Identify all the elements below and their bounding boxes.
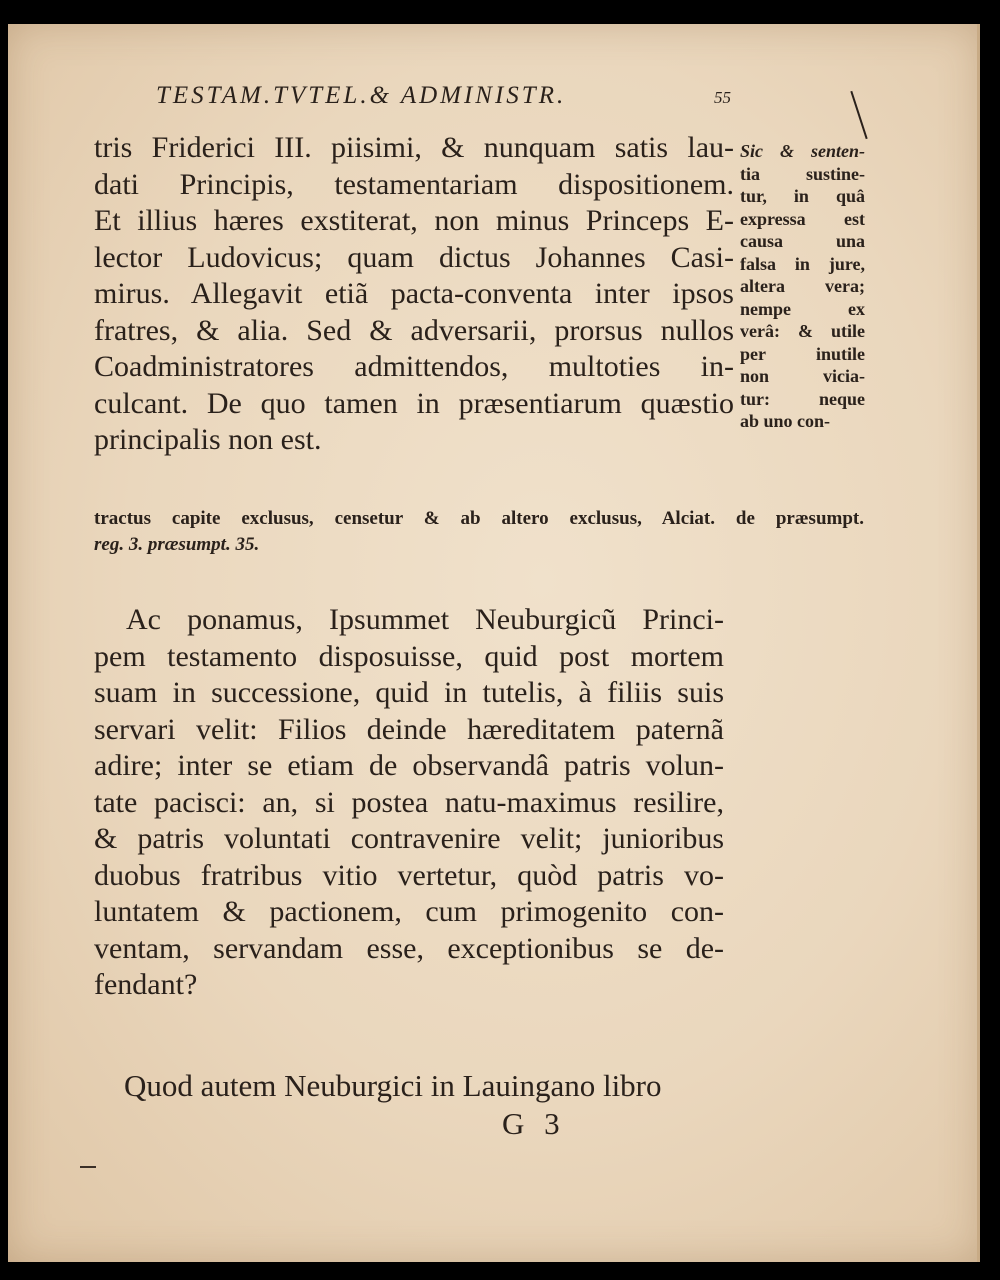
note-line: causa una — [740, 231, 865, 251]
running-header — [156, 82, 756, 110]
text-line: duobus fratribus vitio vertetur, quòd patris vo- — [94, 858, 724, 892]
note-line: verâ: & utile — [740, 321, 865, 341]
second-paragraph — [94, 602, 724, 1004]
margin-stroke — [850, 91, 867, 139]
note-line: falsa in jure, — [740, 253, 865, 274]
text-line: ventam, servandam esse, exceptionibus se de- — [94, 931, 724, 965]
text-line: tate pacisci: an, si postea natu-maximus resilire, — [94, 785, 724, 819]
page-number: 55 — [714, 88, 731, 107]
note-line: tractus capite exclusus, censetur & ab altero exclusus, Alciat. de præsumpt. — [94, 508, 864, 529]
note-line: Sic & senten- — [740, 141, 865, 161]
note-line: non vicia- — [740, 366, 865, 386]
text-line: fratres, & alia. Sed & adversarii, prorsus nullos — [94, 313, 734, 347]
note-line: nempe ex — [740, 298, 865, 319]
text-line: Et illius hæres exstiterat, non minus Princeps E- — [94, 204, 734, 237]
citation-line: reg. 3. præsumpt. 35. — [94, 534, 260, 555]
note-line: expressa est — [740, 208, 865, 229]
note-line: altera vera; — [740, 276, 865, 296]
signature-mark: G 3 — [502, 1106, 566, 1141]
note-line: tur, in quâ — [740, 186, 865, 206]
text-line: principalis non est. — [94, 423, 322, 456]
margin-dash — [80, 1166, 96, 1168]
text-line: dati Principis, testamentariam dispositionem. — [94, 167, 734, 201]
text-line: culcant. De quo tamen in præsentiarum quæstio — [94, 386, 734, 420]
note-line: tia sustine- — [740, 163, 865, 184]
catchword-line: Quod autem Neuburgici in Lauingano libro — [124, 1068, 662, 1103]
text-line: & patris voluntati contravenire velit; junioribus — [94, 822, 724, 855]
text-line: tris Friderici III. piisimi, & nunquam satis lau- — [94, 131, 734, 164]
note-continuation — [94, 506, 864, 558]
text-line: Coadministratores admittendos, multoties in- — [94, 350, 734, 383]
text-line: fendant? — [94, 968, 198, 1001]
note-line: per inutile — [740, 343, 865, 364]
text-line: Ac ponamus, Ipsummet Neuburgicũ Princi- — [126, 603, 724, 636]
text-line: suam in successione, quid in tutelis, à filiis suis — [94, 676, 724, 709]
marginal-note — [740, 140, 865, 433]
text-line: servari velit: Filios deinde hæreditatem paternã — [94, 712, 724, 746]
main-paragraph — [94, 130, 734, 459]
text-line: lector Ludovicus; quam dictus Johannes Casi- — [94, 240, 734, 274]
text-line: luntatem & pactionem, cum primogenito con- — [94, 895, 724, 928]
note-line: tur: neque — [740, 388, 865, 409]
note-line: ab uno con- — [740, 411, 831, 431]
book-page — [8, 24, 980, 1262]
text-line: mirus. Allegavit etiã pacta-conventa inter ipsos — [94, 277, 734, 310]
text-line: adire; inter se etiam de observandâ patris volun- — [94, 749, 724, 782]
running-title: TESTAM.TVTEL.& ADMINISTR. — [156, 82, 567, 109]
page-edge — [977, 24, 980, 1262]
text-line: pem testamento disposuisse, quid post mortem — [94, 639, 724, 673]
